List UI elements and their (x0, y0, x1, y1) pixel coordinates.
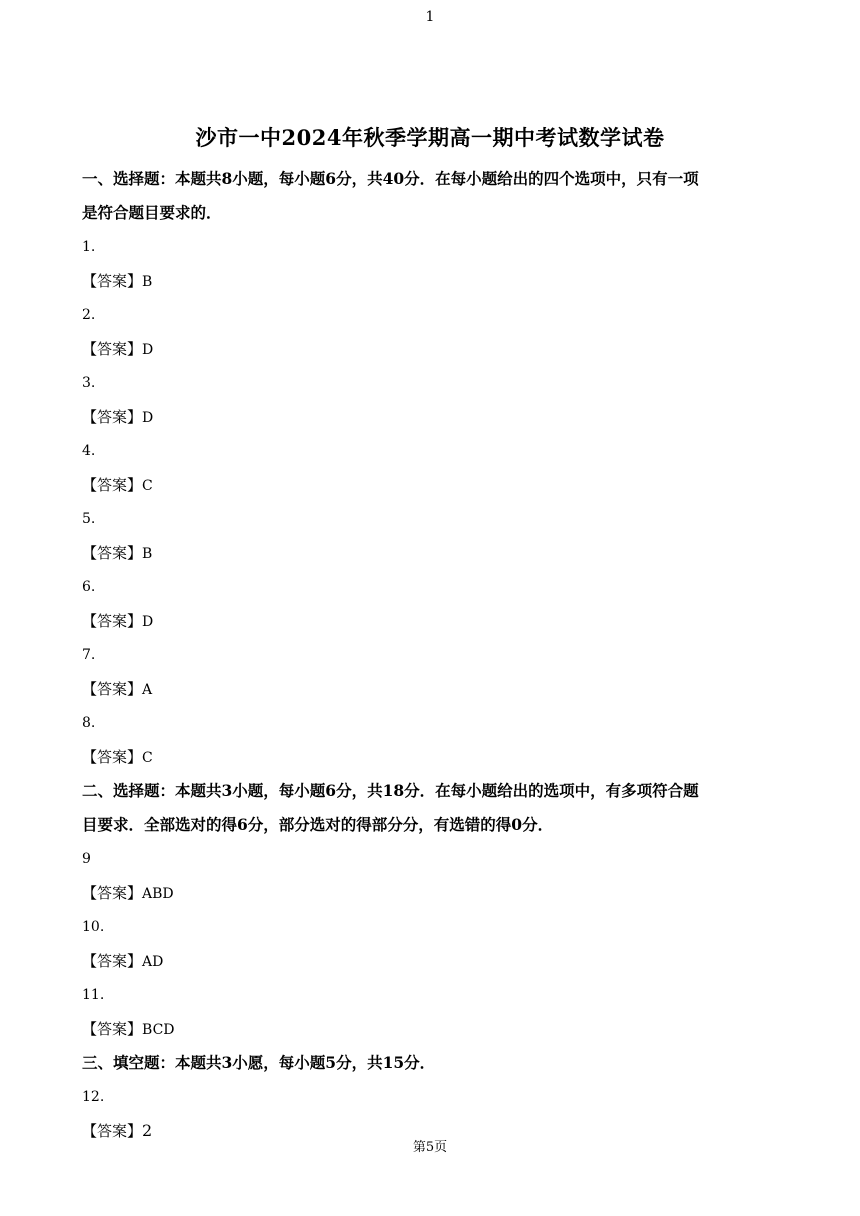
question-number: 4. (82, 443, 96, 459)
answer-line (82, 404, 782, 438)
answer-value: B (142, 274, 153, 290)
document-body (82, 166, 782, 1152)
answer-line (82, 1016, 782, 1050)
question-number: 9 (82, 851, 91, 867)
answer-label: 【答案】 (82, 748, 143, 766)
question-number: 5. (82, 511, 96, 527)
answer-value: ABD (142, 886, 174, 902)
question-number: 1. (82, 239, 96, 255)
answer-label: 【答案】 (82, 272, 143, 290)
answer-line (82, 948, 782, 982)
answer-line (82, 268, 782, 302)
answer-line (82, 472, 782, 506)
answer-value: BCD (142, 1022, 175, 1038)
answer-label: 【答案】 (82, 884, 143, 902)
section-fill-in (82, 1050, 782, 1152)
question-number: 11. (82, 987, 105, 1003)
answer-label: 【答案】 (82, 1020, 143, 1038)
answer-line (82, 676, 782, 710)
answer-value: C (142, 478, 153, 494)
answer-label: 【答案】 (82, 952, 143, 970)
question-number: 6. (82, 579, 96, 595)
answer-value: D (142, 614, 154, 630)
answer-label: 【答案】 (82, 680, 143, 698)
question-number: 12. (82, 1089, 105, 1105)
answer-label: 【答案】 (82, 476, 143, 494)
section-multiple-select (82, 778, 782, 1050)
answer-line (82, 336, 782, 370)
question-number: 2. (82, 307, 96, 323)
answer-value: A (142, 682, 153, 698)
question-number: 10. (82, 919, 105, 935)
answer-value: B (142, 546, 153, 562)
answer-label: 【答案】 (82, 1122, 143, 1140)
section-heading-line: 三、填空题：本题共3小愿，每小题5分，共15分． (82, 1053, 436, 1072)
section-heading-line: 二、选择题：本题共3小题，每小题6分，共18分．在每小题给出的选项中，有多项符合题 (82, 781, 699, 800)
section-heading-line: 一、选择题：本题共8小题，每小题6分，共40分．在每小题给出的四个选项中，只有一项 (82, 169, 699, 188)
header-page-number: 1 (425, 9, 435, 25)
answer-line (82, 608, 782, 642)
answer-label: 【答案】 (82, 340, 143, 358)
answer-label: 【答案】 (82, 408, 143, 426)
answer-value: D (142, 342, 154, 358)
answer-line (82, 540, 782, 574)
answer-line (82, 880, 782, 914)
footer-page-label: 第5页 (412, 1140, 448, 1155)
section-heading-line: 是符合题目要求的． (82, 203, 222, 222)
question-number: 7. (82, 647, 96, 663)
answer-label: 【答案】 (82, 612, 143, 630)
answer-value: AD (142, 954, 164, 970)
answer-value: D (142, 410, 154, 426)
section-multiple-choice (82, 166, 782, 778)
document-title: 沙市一中2024年秋季学期高一期中考试数学试卷 (195, 125, 665, 150)
section-heading-line: 目要求．全部选对的得6分，部分选对的得部分分，有选错的得0分． (82, 815, 554, 834)
answer-value: C (142, 750, 153, 766)
answer-value: 2 (142, 1121, 153, 1140)
question-number: 3. (82, 375, 96, 391)
question-number: 8. (82, 715, 96, 731)
answer-line (82, 744, 782, 778)
answer-label: 【答案】 (82, 544, 143, 562)
